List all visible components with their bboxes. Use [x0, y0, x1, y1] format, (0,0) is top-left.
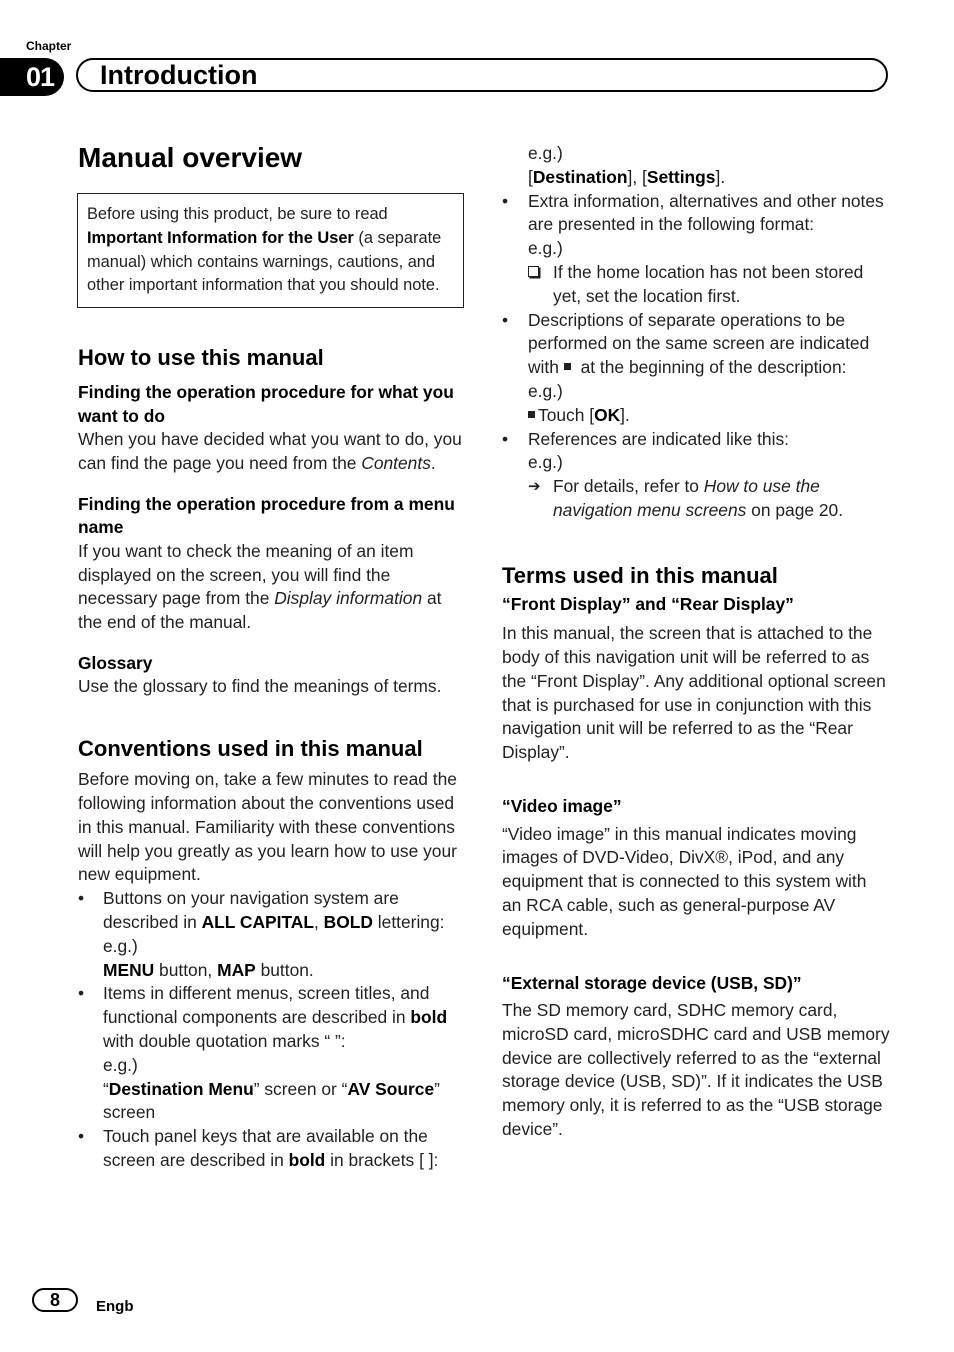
section-heading-conventions: Conventions used in this manual: [78, 736, 423, 762]
chapter-label: Chapter: [26, 39, 72, 53]
important-notice-box: Before using this product, be sure to read Important Information for the User (a separate manual) which contains warnings, cautions, and other important information that you should note.: [77, 193, 464, 308]
subheading-find-procedure-menu: Finding the operation procedure from a menu name: [78, 493, 455, 538]
bullet-icon: •: [502, 309, 509, 330]
important-info-ref: Important Information for the User: [87, 228, 354, 247]
paragraph-glossary: Use the glossary to find the meanings of terms.: [78, 676, 442, 697]
right-column: [502, 142, 890, 1142]
section-heading-terms: Terms used in this manual: [502, 562, 778, 588]
bullet-icon: •: [502, 428, 509, 449]
paragraph-external-storage: The SD memory card, SDHC memory card, microSD card, microSDHC card and USB memory device are collectively referred to as the “external storage device (USB, SD)”. If it indicates the USB memory only, it is referred to as the “USB storage device”.: [502, 1000, 890, 1139]
bullet-icon: •: [78, 1126, 85, 1147]
chapter-number-tab: 01: [0, 58, 64, 96]
left-column: [78, 138, 466, 1173]
language-code: Engb: [96, 1298, 134, 1315]
chapter-title-bar: [76, 58, 888, 92]
note-box-icon: [528, 266, 539, 277]
note-example: If the home location has not been stored yet, set the location first.: [528, 261, 890, 309]
paragraph-conventions-intro: Before moving on, take a few minutes to read the following information about the conventions used in this manual. Familiarity with these conventions will help you greatly as you learn how to use your new equipment.: [78, 769, 457, 885]
paragraph-find-procedure-want: When you have decided what you want to do, you can find the page you need from the Contents.: [78, 429, 462, 473]
list-item-continued: e.g.) [Destination], [Settings].: [528, 143, 726, 187]
subheading-find-procedure-want: Finding the operation procedure for what you want to do: [78, 382, 454, 426]
subheading-front-rear-display: “Front Display” and “Rear Display”: [502, 593, 794, 614]
nav-menu-screens-link[interactable]: How to use the navigation menu screens: [553, 476, 820, 520]
bullet-icon: •: [78, 888, 85, 909]
subheading-glossary: Glossary: [78, 652, 153, 673]
list-item: • Buttons on your navigation system are described in ALL CAPITAL, BOLD lettering: e.g.) MENU button, MAP button.: [78, 888, 445, 980]
contents-ref: Contents: [361, 452, 431, 473]
section-heading-how-to-use: How to use this manual: [78, 345, 324, 371]
square-marker-icon: [528, 411, 535, 418]
paragraph-video-image: “Video image” in this manual indicates moving images of DVD-Video, DivX®, iPod, and any equipment that is connected to this system with an RCA cable, such as general-purpose AV equipment.: [502, 823, 867, 939]
subheading-video-image: “Video image”: [502, 796, 622, 817]
conventions-list-continued: [502, 142, 890, 523]
page-title: Manual overview: [78, 142, 303, 173]
arrow-right-icon: ➔: [528, 478, 541, 496]
paragraph-find-procedure-menu: If you want to check the meaning of an item displayed on the screen, you will find the necessary page from the Display information at the end of the manual.: [78, 540, 442, 633]
subheading-external-storage: “External storage device (USB, SD)”: [502, 972, 802, 993]
list-item: • Extra information, alternatives and other notes are presented in the following format: e.g.) If the home location has not been stored yet, set the location first.: [502, 190, 890, 309]
page-number-badge: 8: [32, 1288, 78, 1312]
chapter-title: Introduction: [100, 60, 258, 90]
reference-example: ➔ For details, refer to How to use the navigation menu screens on page 20.: [528, 476, 844, 520]
bullet-icon: •: [502, 190, 509, 211]
list-item: • Items in different menus, screen titles, and functional components are described in bold with double quotation marks “ ”: e.g.) “Destination Menu” screen or “AV Source” screen: [78, 983, 448, 1123]
square-marker-icon: [564, 363, 571, 370]
list-item: • References are indicated like this: e.g.) ➔ For details, refer to How to use the navigation menu screens on page 20.: [502, 428, 890, 523]
display-info-ref: Display information: [274, 588, 423, 609]
list-item: • Descriptions of separate operations to be performed on the same screen are indicated with at the beginning of the description: e.g.) Touch [OK].: [502, 309, 870, 425]
paragraph-front-rear-display: In this manual, the screen that is attached to the body of this navigation unit will be referred to as the “Front Display”. Any additional optional screen that is purchased for use in conjunction with this navigation unit will be referred to as the “Rear Display”.: [502, 623, 886, 763]
conventions-list: [78, 887, 466, 1173]
list-item: • Touch panel keys that are available on the screen are described in bold in brackets [ ]:: [78, 1126, 439, 1171]
bullet-icon: •: [78, 983, 85, 1004]
